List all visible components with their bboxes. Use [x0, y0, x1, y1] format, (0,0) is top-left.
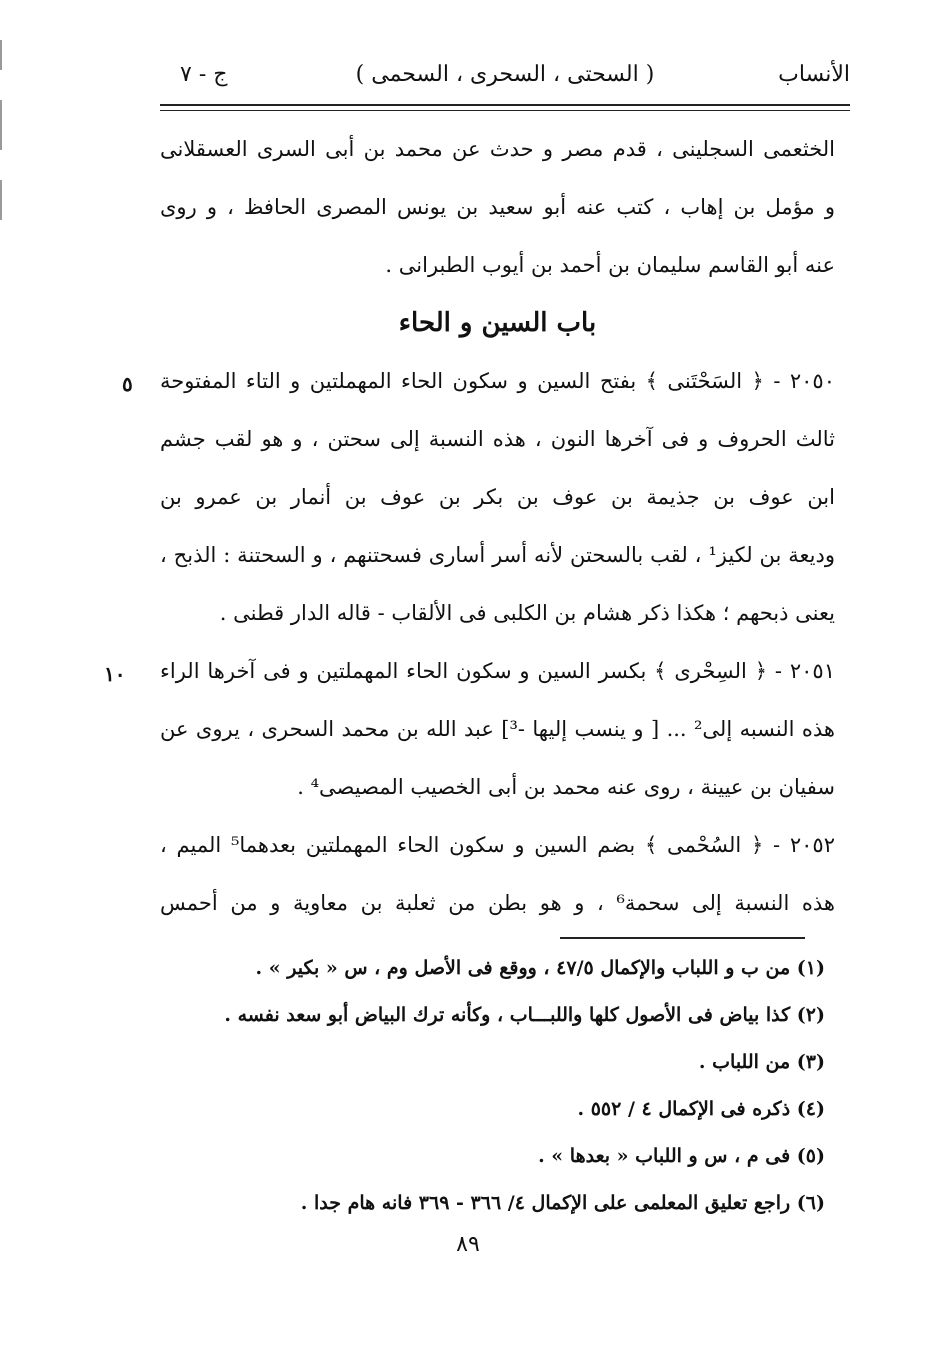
- scan-edge-mark: [0, 100, 2, 150]
- margin-line-number-5: ٥: [122, 372, 133, 396]
- text-line: ثالث الحروف و فى آخرها النون ، هذه النسبة إلى سحتن ، و هو لقب جشم: [160, 427, 835, 451]
- footnote-3: (٣) من اللباب .: [698, 1051, 825, 1073]
- scan-edge-mark: [0, 180, 2, 220]
- text-line: ابن عوف بن جذيمة بن عوف بن بكر بن عوف بن أنمار بن عمرو بن: [160, 485, 835, 509]
- header-section-title: ( السحتى ، السحرى ، السحمى ): [355, 62, 655, 87]
- footnotes: [150, 945, 825, 1227]
- body-text: [160, 120, 835, 932]
- header-book-title: الأنساب: [778, 62, 850, 87]
- text-line: هذه النسبه إلى² ... [ و ينسب إليها -³] عبد الله بن محمد السحرى ، يروى عن: [160, 717, 835, 741]
- running-header: [160, 58, 850, 98]
- entry-2051-line: ٢٠٥١ - ﴿ السِحْرى ﴾ بكسر السين و سكون الحاء المهملتين و فى آخرها الراء: [160, 659, 835, 683]
- footnote-rule: [560, 937, 805, 939]
- text-line: و مؤمل بن إهاب ، كتب عنه أبو سعيد بن يونس المصرى الحافظ ، و روى: [160, 195, 835, 219]
- footnote-5: (٥) فى م ، س و اللباب « بعدها » .: [538, 1145, 825, 1167]
- page-number: ٨٩: [456, 1232, 480, 1257]
- footnote-2: (٢) كذا بياض فى الأصول كلها واللبـــاب ، وكأنه ترك البياض أبو سعد نفسه .: [224, 1004, 825, 1026]
- chapter-heading: باب السين و الحاء: [398, 308, 597, 338]
- text-line: سفيان بن عيينة ، روى عنه محمد بن أبى الخصيب المصيصى⁴ .: [297, 775, 835, 799]
- entry-2050-line: ٢٠٥٠ - ﴿ السَحْتَنى ﴾ بفتح السين و سكون الحاء المهملتين و التاء المفتوحة: [160, 369, 835, 393]
- text-line: الخثعمى السجلينى ، قدم مصر و حدث عن محمد بن أبى السرى العسقلانى: [160, 137, 835, 161]
- text-line: يعنى ذبحهم ؛ هكذا ذكر هشام بن الكلبى فى الألقاب - قاله الدار قطنى .: [219, 601, 835, 625]
- text-line: وديعة بن لكيز¹ ، لقب بالسحتن لأنه أسر أسارى فسحتنهم ، و السحتنة : الذبح ،: [160, 543, 835, 567]
- footnote-4: (٤) ذكره فى الإكمال ٤ / ٥٥٢ .: [577, 1098, 825, 1120]
- header-rule: [160, 104, 850, 106]
- header-rule-thin: [160, 110, 850, 111]
- margin-line-number-10: ١٠: [104, 662, 126, 686]
- footnote-6: (٦) راجع تعليق المعلمى على الإكمال ٤/ ٣٦٦ - ٣٦٩ فانه هام جدا .: [300, 1192, 825, 1214]
- text-line: هذه النسبة إلى سحمة⁶ ، و هو بطن من ثعلبة بن معاوية و من أحمس: [160, 891, 835, 915]
- header-volume: ج - ٧: [180, 62, 228, 87]
- text-line: عنه أبو القاسم سليمان بن أحمد بن أيوب الطبرانى .: [385, 253, 835, 277]
- scan-edge-mark: [0, 40, 2, 70]
- footnote-1: (١) من ب و اللباب والإكمال ٤٧/٥ ، ووقع فى الأصل وم ، س « بكير » .: [255, 957, 825, 979]
- entry-2052-line: ٢٠٥٢ - ﴿ السُحْمى ﴾ بضم السين و سكون الحاء المهملتين بعدهما⁵ الميم ،: [160, 833, 835, 857]
